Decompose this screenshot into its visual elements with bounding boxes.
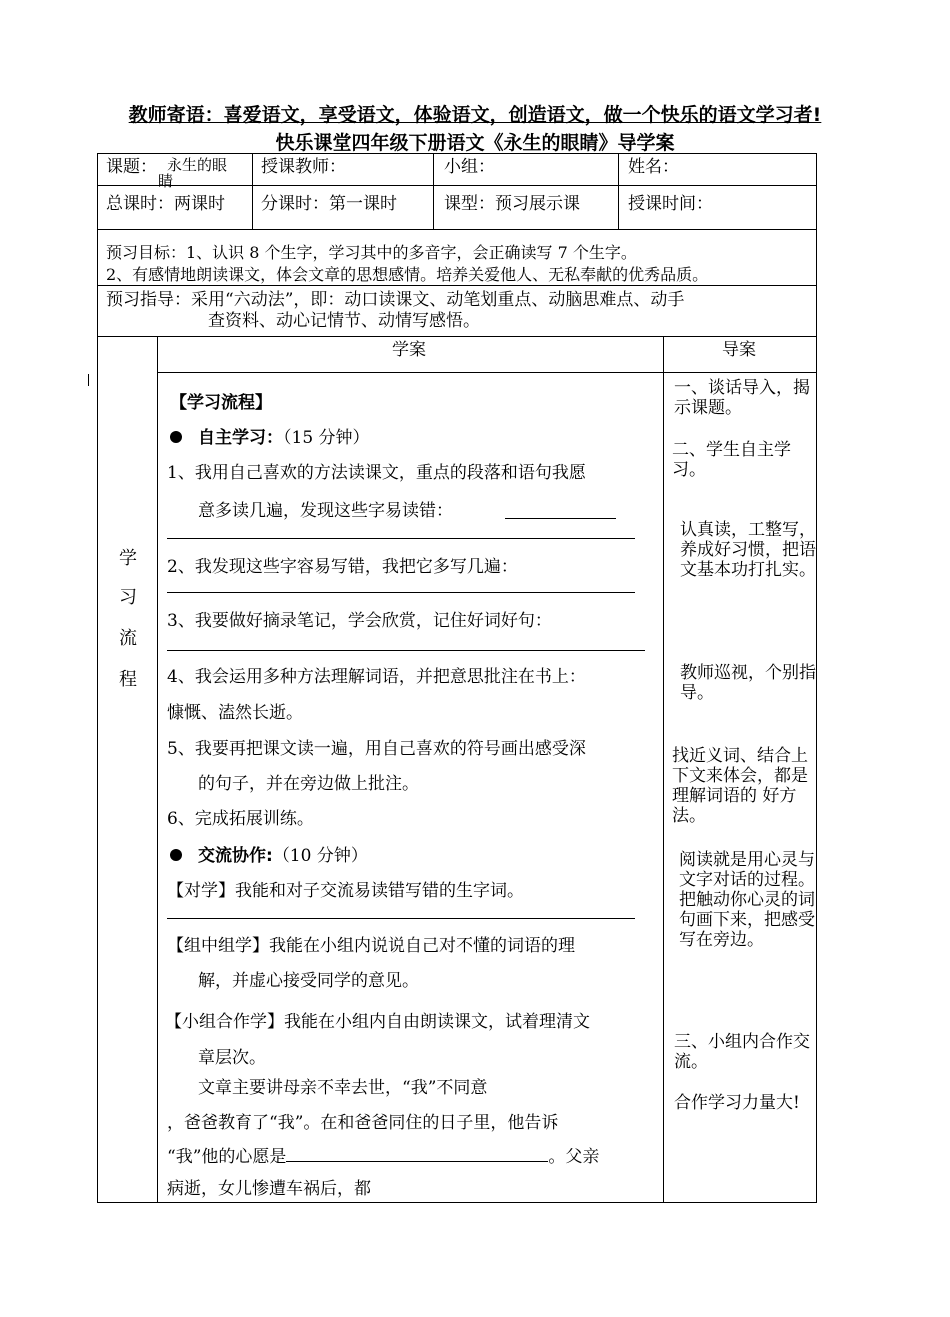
guide-note-intro: 一、谈话导入，揭示课题。	[674, 378, 810, 418]
summary-line1: 文章主要讲母亲不幸去世，“我”不同意	[198, 1078, 488, 1098]
topic-label: 课题：	[106, 157, 157, 177]
pair-study: 【对学】我能和对子交流易读错写错的生字词。	[167, 881, 524, 901]
goal-line2: 2、有感情地朗读课文，体会文章的思想感情。培养关爱他人、无私奉献的优秀品质。	[106, 265, 709, 284]
process-label-char1: 学	[119, 548, 137, 569]
group-study-line2: 解，并虚心接受同学的意见。	[198, 971, 419, 991]
item1-line2: 意多读几遍，发现这些字易读错：	[198, 501, 453, 521]
blank-line[interactable]	[286, 1145, 548, 1162]
blank-line[interactable]	[167, 592, 635, 593]
total-hours: 总课时：两课时	[106, 194, 225, 214]
guide-note-patrol: 教师巡视，个别指导。	[680, 663, 816, 703]
exchange-heading: 交流协作:（10 分钟）	[170, 845, 368, 867]
item6: 6、完成拓展训练。	[167, 809, 314, 829]
blank-line[interactable]	[167, 918, 635, 919]
item5-line2: 的句子，并在旁边做上批注。	[198, 774, 419, 794]
margin-mark	[88, 374, 89, 386]
summary-line2: ，爸爸教育了“我”。在和爸爸同住的日子里，他告诉	[167, 1113, 559, 1133]
topic-value-line2: 睛	[158, 172, 174, 190]
item4-line2: 慷慨、溘然长逝。	[167, 703, 303, 723]
guide-line1: 预习指导：采用“六动法”，即：动口读课文、动笔划重点、动脑思难点、动手	[106, 290, 685, 310]
goal-line1: 预习目标：1、认识 8 个生字，学习其中的多音字，会正确读写 7 个生字。	[106, 243, 637, 262]
blank-line[interactable]	[167, 538, 635, 539]
bullet-icon	[170, 431, 182, 443]
sub-hours: 分课时：第一课时	[261, 194, 397, 214]
guide-note-reading: 认真读，工整写，养成好习惯，把语文基本功打扎实。	[680, 520, 816, 580]
teacher-motto: 教师寄语：喜爱语文，享受语文，体验语文，创造语文，做一个快乐的语文学习者!	[128, 104, 822, 126]
process-label-char4: 程	[119, 669, 137, 690]
bullet-icon	[170, 849, 182, 861]
guide-note-dialogue: 阅读就是用心灵与文字对话的过程。把触动你心灵的词句画下来，把感受写在旁边。	[679, 850, 815, 950]
guide-note-vocab: 找近义词、结合上下文来体会，都是理解词语的 好方法。	[672, 746, 808, 826]
topic-value-line1: 永生的眼	[167, 156, 228, 174]
summary-line3: “我”他的心愿是 。父亲	[167, 1147, 600, 1167]
study-header: 学案	[392, 340, 426, 360]
blank-line[interactable]	[167, 650, 645, 651]
blank-line[interactable]	[505, 518, 616, 519]
item5-line1: 5、我要再把课文读一遍，用自己喜欢的符号画出感受深	[167, 739, 586, 759]
guide-note-self-study: 二、学生自主学习。	[672, 440, 791, 480]
lesson-time-label: 授课时间：	[628, 194, 713, 214]
teacher-label: 授课教师：	[261, 157, 346, 177]
team-study-line2: 章层次。	[198, 1048, 266, 1068]
item3: 3、我要做好摘录笔记，学会欣赏，记住好词好句：	[167, 611, 552, 631]
team-study-line1: 【小组合作学】我能在小组内自由朗读课文，试着理清文	[165, 1012, 590, 1032]
item2: 2、我发现这些字容易写错，我把它多写几遍：	[167, 557, 518, 577]
process-label-char3: 流	[119, 628, 137, 649]
self-study-heading: 自主学习：（15 分钟）	[170, 427, 370, 449]
group-study-line1: 【组中组学】我能在小组内说说自己对不懂的词语的理	[167, 936, 575, 956]
lesson-type: 课型：预习展示课	[444, 194, 580, 214]
item1-line1: 1、我用自己喜欢的方法读课文，重点的段落和语句我愿	[167, 463, 586, 483]
guide-line2: 查资料、动心记情节、动情写感悟。	[208, 311, 480, 331]
group-label: 小组：	[444, 157, 495, 177]
flow-title: 【学习流程】	[170, 393, 272, 413]
name-label: 姓名：	[628, 157, 679, 177]
process-label-char2: 习	[119, 587, 137, 608]
guide-note-group: 三、小组内合作交流。	[674, 1032, 810, 1072]
guide-header: 导案	[722, 340, 756, 360]
guide-note-cooperate: 合作学习力量大!	[674, 1093, 800, 1113]
summary-line4: 病逝，女儿惨遭车祸后，都	[167, 1179, 371, 1199]
page-title: 快乐课堂四年级下册语文《永生的眼睛》导学案	[275, 132, 675, 154]
item4-line1: 4、我会运用多种方法理解词语，并把意思批注在书上：	[167, 667, 586, 687]
